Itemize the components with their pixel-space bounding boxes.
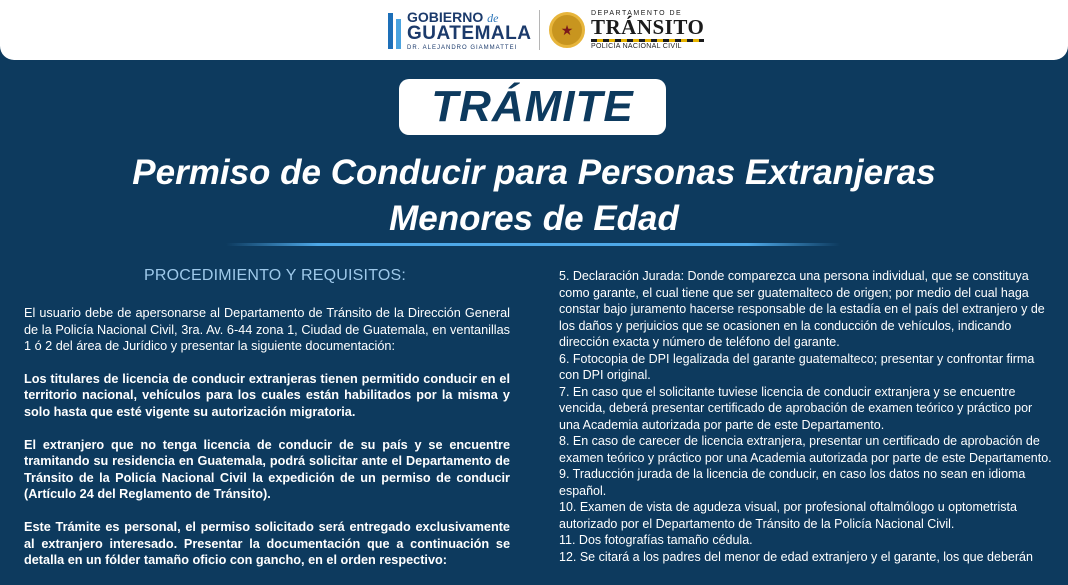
title-underline: [226, 243, 840, 246]
title-line2: Menores de Edad: [389, 199, 679, 238]
police-badge-icon: ★: [549, 12, 585, 48]
page-title: [0, 150, 1068, 242]
intro-paragraph: El usuario debe de apersonarse al Departamento de Tránsito de la Dirección General de la Policía Nacional Civil, 3ra. Av. 6-44 zona 1, Ciudad de Guatemala, en ventanillas 1 ó 2 del área de Jurídico y presentar la siguiente documentación:: [24, 306, 510, 354]
list-item: 12. Se citará a los padres del menor de edad extranjero y el garante, los que deberán: [559, 549, 1033, 564]
left-column: [24, 305, 510, 585]
gobierno-flag-icon: [388, 13, 401, 49]
extranjero-paragraph: El extranjero que no tenga licencia de conducir de su país y se encuentre tramitando su residencia en Guatemala, podrá solicitar ante el Departamento de Tránsito de la Policía Nacional Civil la expedición de un permiso de conducir (Artículo 24 del Reglamento de Tránsito).: [24, 437, 510, 502]
list-item: 6. Fotocopia de DPI legalizada del garante guatemalteco; presentar y confrontar firma con DPI original.: [559, 351, 1035, 382]
section-heading: PROCEDIMIENTO Y REQUISITOS:: [144, 267, 407, 284]
departamento-transito-logo: [549, 10, 704, 50]
list-item: 9. Traducción jurada de la licencia de conducir, en caso los datos no sean en idioma español.: [559, 467, 1026, 498]
transito-line3: POLICÍA NACIONAL CIVIL: [591, 43, 682, 50]
licencia-paragraph: Los titulares de licencia de conducir extranjeras tienen permitido conducir en el territorio nacional, vehículos para los cuales están habilitados por la misma y solo hasta que esté vigente su autorización migratoria.: [24, 371, 510, 419]
gobierno-line1: GOBIERNO: [407, 9, 484, 25]
tramite-personal-paragraph: Este Trámite es personal, el permiso solicitado será entregado exclusivamente al extranjero interesado. Presentar la documentación que a continuación se detalla en un fólder tamaño oficio con gancho, en el orden respectivo:: [24, 519, 510, 568]
transito-line2: TRÁNSITO: [591, 15, 705, 39]
list-item: 10. Examen de vista de agudeza visual, por profesional oftalmólogo u optometrista autorizado por el Departamento de Tránsito de la Policía Nacional Civil.: [559, 500, 1017, 531]
gobierno-de: de: [487, 11, 499, 25]
requirements-list: [559, 268, 1055, 565]
top-header-bar: [0, 0, 1068, 60]
gobierno-line2: GUATEMALA: [407, 23, 532, 44]
list-item: 7. En caso que el solicitante tuviese licencia de conducir extranjera y se encuentre vencida, deberá presentar certificado de aprobación de examen teórico y práctico por una Academia autorizada por parte de este Departamento.: [559, 384, 1033, 432]
list-item: 11. Dos fotografías tamaño cédula.: [559, 533, 753, 547]
right-column: [559, 268, 1055, 565]
list-item: 5. Declaración Jurada: Donde comparezca una persona individual, que se constituya como garante, el cual tiene que ser guatemalteco de origen; por medio del cual haga constar bajo juramento hacerse responsable de la estadía en el país del extranjero y de los daños y perjuicios que se ocasionen en la conducción de vehículos, indicando dirección exacta y número de teléfono del garante.: [559, 269, 1045, 349]
tramite-label: TRÁMITE: [399, 79, 666, 135]
gobierno-guatemala-logo: [388, 10, 531, 51]
list-item: 8. En caso de carecer de licencia extranjera, presentar un certificado de aprobación de examen teórico y práctico por una Academia autorizada por parte de este Departamento.: [559, 434, 1052, 465]
transito-stripe: [591, 39, 704, 42]
logo-divider: [539, 10, 540, 50]
title-line1: Permiso de Conducir para Personas Extranjeras: [132, 153, 936, 192]
gobierno-line3: DR. ALEJANDRO GIAMMATTEI: [407, 45, 518, 51]
transito-line1: DEPARTAMENTO DE: [591, 10, 683, 17]
